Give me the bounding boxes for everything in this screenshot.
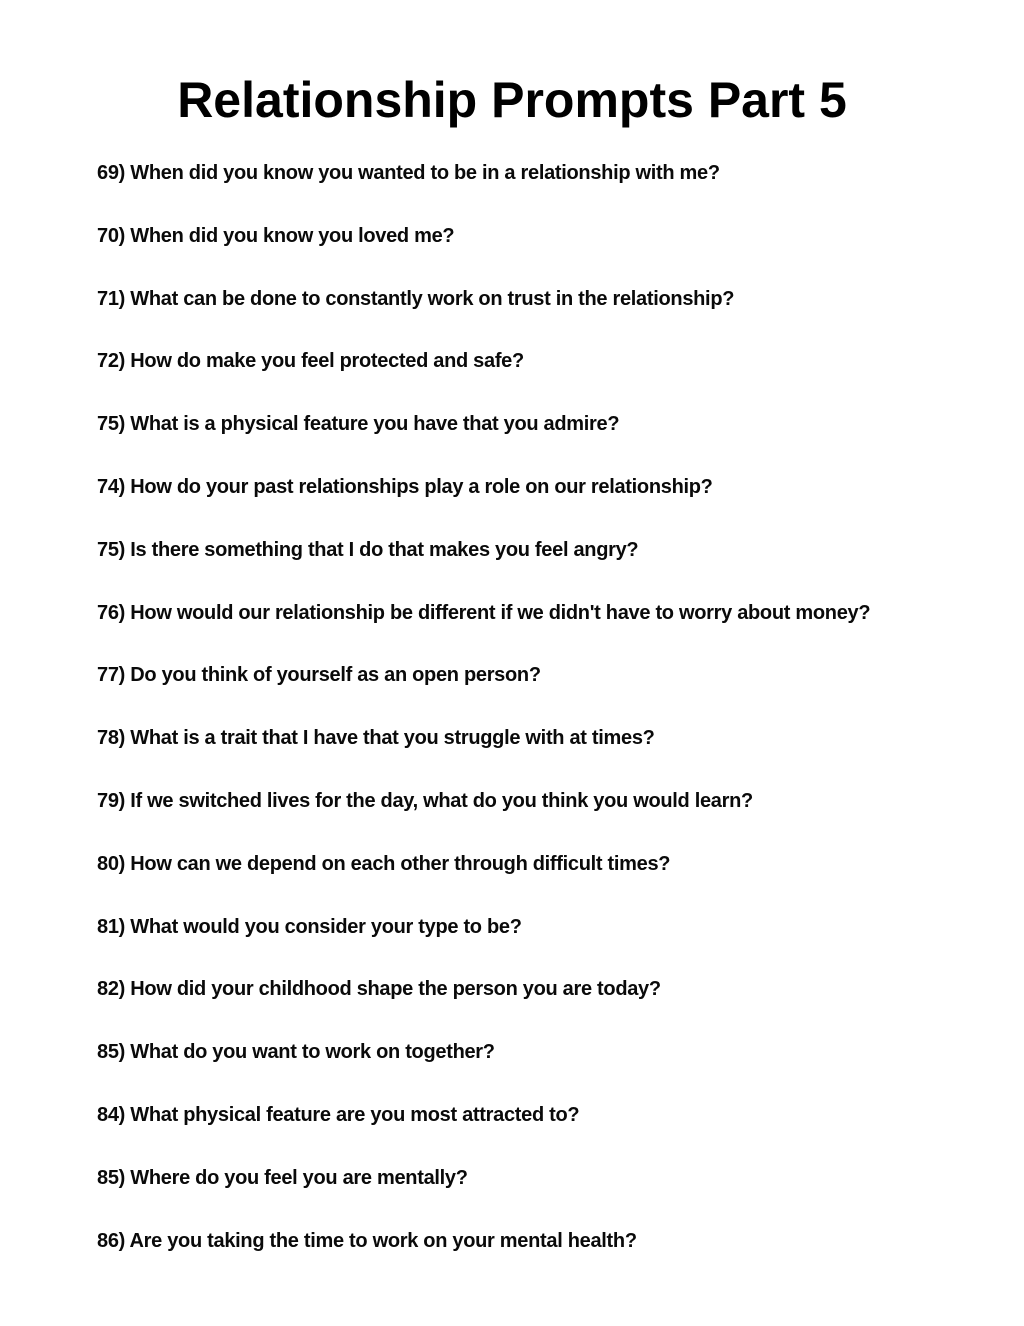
prompt-number: 76): [97, 601, 126, 624]
prompt-text: What physical feature are you most attracted to?: [130, 1103, 580, 1126]
prompt-item: [97, 785, 870, 848]
prompt-number: 70): [97, 224, 126, 247]
prompt-number: 69): [97, 162, 126, 184]
prompt-text: What is a physical feature you have that you admire?: [130, 413, 620, 436]
prompt-text: When did you know you wanted to be in a relationship with me?: [130, 162, 720, 184]
prompt-number: 75): [97, 538, 126, 561]
prompt-text: Is there something that I do that makes you feel angry?: [130, 538, 639, 561]
prompt-text: How do make you feel protected and safe?: [130, 350, 524, 373]
prompt-number: 86): [97, 1229, 126, 1252]
prompt-item: [97, 471, 870, 534]
prompt-text: How would our relationship be different if we didn't have to worry about money?: [130, 601, 871, 624]
prompt-item: [97, 220, 870, 283]
prompt-item: [97, 722, 870, 785]
prompt-number: 79): [97, 789, 126, 812]
prompt-item: [97, 345, 870, 408]
prompt-item: [97, 597, 870, 660]
prompt-number: 75): [97, 413, 126, 436]
prompt-number: 82): [97, 978, 126, 1001]
prompt-item: [97, 283, 870, 346]
prompt-text: What would you consider your type to be?: [130, 915, 522, 938]
prompt-text: What do you want to work on together?: [130, 1041, 495, 1064]
prompt-number: 80): [97, 852, 126, 875]
prompt-number: 74): [97, 475, 126, 498]
prompt-list: [97, 157, 870, 1287]
prompt-item: [97, 1099, 870, 1162]
prompt-item: [97, 408, 870, 471]
prompt-item: [97, 659, 870, 722]
prompt-text: What can be done to constantly work on trust in the relationship?: [130, 287, 735, 310]
prompt-text: What is a trait that I have that you struggle with at times?: [130, 727, 655, 750]
prompt-number: 78): [97, 727, 126, 750]
prompt-text: Do you think of yourself as an open person?: [130, 664, 541, 687]
prompt-item: [97, 973, 870, 1036]
prompt-number: 77): [97, 664, 126, 687]
prompt-text: Are you taking the time to work on your mental health?: [129, 1229, 637, 1252]
prompt-item: [97, 157, 870, 220]
prompt-text: If we switched lives for the day, what do you think you would learn?: [130, 789, 753, 812]
prompt-item: [97, 1036, 870, 1099]
prompt-number: 72): [97, 350, 126, 373]
prompt-item: [97, 1225, 870, 1288]
prompt-text: How did your childhood shape the person you are today?: [130, 978, 661, 1001]
prompt-item: [97, 911, 870, 974]
prompt-text: Where do you feel you are mentally?: [130, 1166, 468, 1189]
prompt-text: When did you know you loved me?: [130, 224, 455, 247]
prompt-number: 85): [97, 1041, 126, 1064]
prompt-item: [97, 1162, 870, 1225]
prompt-number: 71): [97, 287, 126, 310]
prompt-number: 84): [97, 1103, 126, 1126]
prompt-text: How can we depend on each other through difficult times?: [130, 852, 671, 875]
prompt-number: 85): [97, 1166, 126, 1189]
prompt-item: [97, 534, 870, 597]
page-title: Relationship Prompts Part 5: [177, 72, 847, 128]
prompt-number: 81): [97, 915, 126, 938]
prompt-item: [97, 848, 870, 911]
prompt-text: How do your past relationships play a role on our relationship?: [130, 475, 713, 498]
